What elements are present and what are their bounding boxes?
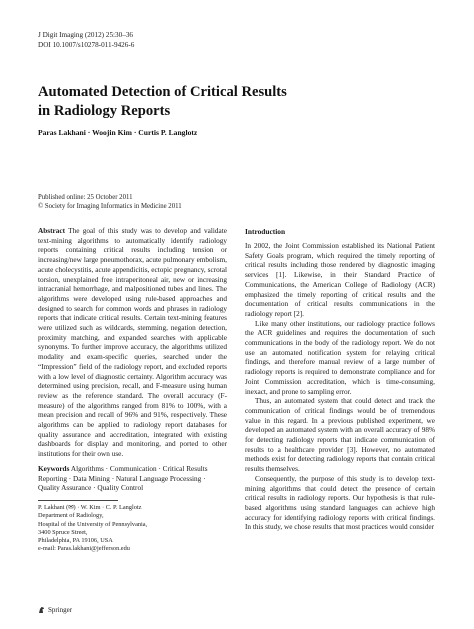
publisher-mark bbox=[38, 606, 72, 614]
title-line-1: Automated Detection of Critical Results bbox=[38, 84, 287, 100]
abstract-text: The goal of this study was to develop and validate text-mining algorithms to automatically identify radiology reports containing critical results including tension or increasing/new large pneumothorax, acute pulmonary embolism, acute cholecystitis, acute appendicitis, ectopic pregnancy, scrotal torsion, unexplained free intraperitoneal air, new or increasing intracranial hemorrhage, and malpositioned tubes and lines. The algorithms were developed using rule-based approaches and designed to search for common words and phrases in radiology reports that indicate critical results. Certain text-mining features were utilized such as wildcards, stemming, negation detection, proximity matching, and expanded searches with applicable synonyms. To further improve accuracy, the algorithms utilized modality and exam-specific queries, searched under the “Impression” field of the radiology report, and excluded reports with a low level of diagnostic certainty. Algorithm accuracy was determined using precision, recall, and F-measure using human review as the reference standard. The overall accuracy (F-measure) of the algorithms ranged from 81% to 100%, with a mean precision and recall of 96% and 91%, respectively. These algorithms can be applied to radiology report databases for quality assurance and accreditation, integrated with existing dashboards for display and monitoring, and ported to other institutions for their own use. bbox=[38, 227, 228, 459]
affiliation-line: Hospital of the University of Pennsylvania, bbox=[38, 520, 148, 528]
intro-paragraph: Consequently, the purpose of this study is to develop text-mining algorithms that could detect the presence of certain critical results in radiology reports. Our hypothesis is that rule-based algorithms using standard languages can achieve high accuracy for identifying radiology reports with critical findings. In this study, we chose results that most practices would consider bbox=[245, 474, 435, 532]
author-list: Paras Lakhani · Woojin Kim · Curtis P. Langlotz bbox=[38, 128, 198, 137]
affiliation-line: Philadelphia, PA 19106, USA bbox=[38, 537, 113, 545]
affiliation-line: P. Lakhani (✉) · W. Kim · C. P. Langlotz bbox=[38, 503, 142, 511]
title-line-2: in Radiology Reports bbox=[38, 102, 171, 119]
intro-paragraph: Like many other institutions, our radiology practice follows the ACR guidelines and requires the documentation of such communications in the body of the radiology report. We do not use an automated notification system for relaying critical findings, and therefore manual review of a large number of radiology reports is required to demonstrate compliance and for Joint Commission accreditation, which is time-consuming, inexact, and prone to sampling error. bbox=[245, 319, 435, 396]
keywords-text: Algorithms · Communication · Critical Results Reporting · Data Mining · Natural Language Processing · Quality Assurance · Quality Control bbox=[38, 464, 208, 493]
section-heading-introduction: Introduction bbox=[245, 227, 286, 236]
abstract-label: Abstract bbox=[38, 227, 65, 235]
keywords-label: Keywords bbox=[38, 464, 70, 473]
journal-header bbox=[38, 30, 134, 50]
published-online-date: Published online: 25 October 2011 bbox=[38, 194, 133, 201]
article-title bbox=[38, 83, 287, 120]
affiliation-line: Department of Radiology, bbox=[38, 512, 104, 520]
affiliation-divider bbox=[38, 500, 118, 501]
affiliation-line: 3400 Spruce Street, bbox=[38, 528, 88, 536]
copyright-notice: © Society for Imaging Informatics in Medicine 2011 bbox=[38, 203, 182, 210]
doi: DOI 10.1007/s10278-011-9426-6 bbox=[38, 41, 135, 49]
affiliation-email[interactable]: e-mail: Paras.lakhani@jefferson.edu bbox=[38, 545, 130, 553]
intro-paragraph: In 2002, the Joint Commission established its National Patient Safety Goals program, which required the timely reporting of critical results including those rendered by diagnostic imaging services [1]. Likewise, in their Standard Practice of Communications, the American College of Radiology (ACR) emphasized the timely reporting of critical results and the documentation of critical results communications in the radiology report [2]. bbox=[245, 242, 435, 318]
journal-citation: J Digit Imaging (2012) 25:30–36 bbox=[38, 31, 134, 39]
springer-horse-icon bbox=[38, 606, 45, 614]
keywords bbox=[38, 465, 227, 494]
left-column bbox=[38, 227, 227, 554]
right-column bbox=[245, 227, 435, 533]
intro-paragraph: Thus, an automated system that could detect and track the communication of critical findings would be of tremendous value in this regard. In a previous published experiment, we developed an automated system with an overall accuracy of 98% for detecting radiology reports that indicate communication of results to a healthcare provider [3]. However, no automated methods exist for detecting radiology reports that contain critical results themselves. bbox=[245, 397, 435, 474]
author-affiliation bbox=[38, 504, 227, 554]
publisher-name: Springer bbox=[48, 606, 73, 614]
publication-info bbox=[38, 193, 182, 211]
abstract bbox=[38, 227, 227, 460]
